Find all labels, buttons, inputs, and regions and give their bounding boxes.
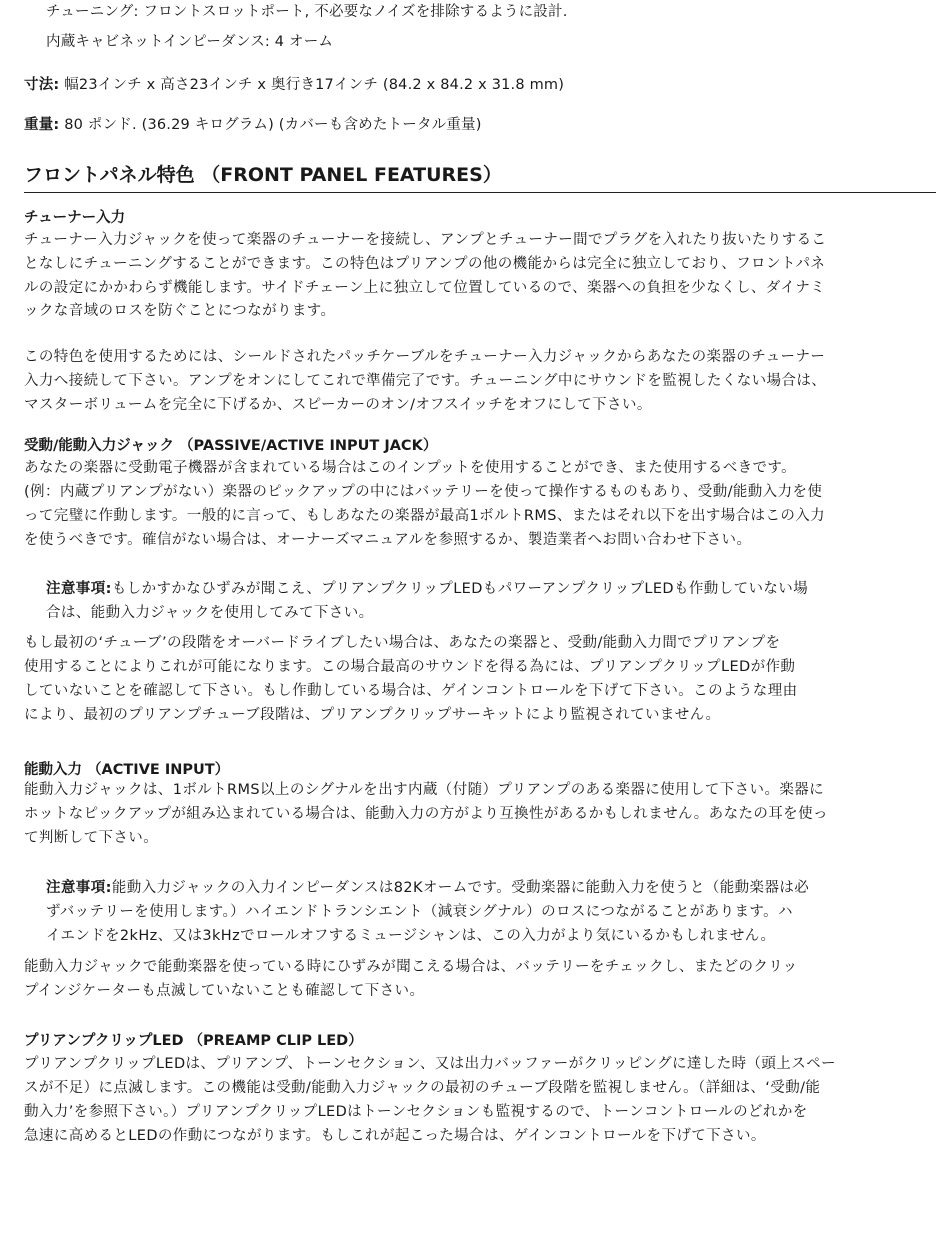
passive-note <box>46 580 916 598</box>
weight-value: 80 ポンド. (36.29 キログラム) (カバーも含めたトータル重量) <box>59 117 482 133</box>
active-note-line: イエンドを2kHz、又は3kHzでロールオフするミュージシャンは、この入力がより気にいるかもしれません。 <box>46 928 776 944</box>
passive-para1-line: あなたの楽器に受動電子機器が含まれている場合はこのインプットを使用することができ、また使用するべきです。 <box>24 460 797 476</box>
note-label: 注意事項: <box>46 581 112 597</box>
passive-para2-line: もし最初の‘チューブ’の段階をオーバードライブしたい場合は、あなたの楽器と、受動/能動入力間でプリアンプを <box>24 635 781 651</box>
spec-impedance: 内蔵キャビネットインピーダンス: 4 オーム <box>46 34 334 50</box>
passive-para2-line: していないことを確認して下さい。もし作動している場合は、ゲインコントロールを下げて下さい。このような理由 <box>24 683 798 699</box>
section-title: フロントパネル特色 （FRONT PANEL FEATURES） <box>24 162 936 193</box>
tuner-para2-line: この特色を使用するためには、シールドされたパッチケーブルをチューナー入力ジャックからあなたの楽器のチューナー <box>24 349 826 365</box>
active-para1-line: ホットなピックアップが組み込まれている場合は、能動入力の方がより互換性があるかもしれません。あなたの耳を使っ <box>24 806 828 822</box>
passive-note-line: 合は、能動入力ジャックを使用してみて下さい。 <box>46 605 374 621</box>
active-para1-line: て判断して下さい。 <box>24 830 159 846</box>
tuner-para1-line: となしにチューニングすることができます。この特色はプリアンプの他の機能からは完全に独立しており、フロントパネ <box>24 256 826 272</box>
passive-para2-line: 使用することによりこれが可能になります。この場合最高のサウンドを得る為には、プリアンプクリップLEDが作動 <box>24 659 796 675</box>
passive-para1-line: を使うべきです。確信がない場合は、オーナーズマニュアルを参照するか、製造業者へお問い合わせ下さい。 <box>24 532 752 548</box>
tuner-para2-line: マスターボリュームを完全に下げるか、スピーカーのオン/オフスイッチをオフにして下さい。 <box>24 397 652 413</box>
active-para2-line: プインジケーターも点滅していないことも確認して下さい。 <box>24 983 425 999</box>
tuner-para2-line: 入力へ接続して下さい。アンプをオンにしてこれで準備完了です。チューニング中にサウンドを監視したくない場合は、 <box>24 373 827 389</box>
spec-tuning: チューニング: フロントスロットポート, 不必要なノイズを排除するように設計. <box>46 4 568 20</box>
active-para2-line: 能動入力ジャックで能動楽器を使っている時にひずみが聞こえる場合は、バッテリーをチェックし、またどのクリッ <box>24 959 798 975</box>
passive-para1-line: って完璧に作動します。一般的に言って、もしあなたの楽器が最高1ボルトRMS、またはそれ以下を出す場合はこの入力 <box>24 508 826 524</box>
preamp-clip-heading: プリアンプクリップLED （PREAMP CLIP LED） <box>24 1033 363 1049</box>
weight-label: 重量: <box>24 117 60 133</box>
tuner-para1-line: ルの設定にかかわらず機能します。サイドチェーン上に独立して位置しているので、楽器への負担を少なくし、ダイナミ <box>24 280 826 296</box>
note-label: 注意事項: <box>46 880 112 896</box>
passive-para2-line: により、最初のプリアンプチューブ段階は、プリアンプクリップサーキットにより監視されていません。 <box>24 707 721 723</box>
tuner-para1-line: チューナー入力ジャックを使って楽器のチューナーを接続し、アンプとチューナー間でプラグを入れたり抜いたりするこ <box>24 232 827 248</box>
passive-active-heading: 受動/能動入力ジャック （PASSIVE/ACTIVE INPUT JACK） <box>24 438 438 454</box>
active-note-line: ずバッテリーを使用します。）ハイエンドトランシエント（減衰シグナル）のロスにつながることがあります。ハ <box>46 904 793 920</box>
preamp-para1-line: スが不足）に点滅します。この機能は受動/能動入力ジャックの最初のチューブ段階を監視しません。（詳細は、‘受動/能 <box>24 1080 821 1096</box>
passive-para1-line: (例：内蔵プリアンプがない）楽器のピックアップの中にはバッテリーを使って操作するものもあり、受動/能動入力を使 <box>24 484 823 500</box>
preamp-para1-line: 動入力’を参照下さい。）プリアンプクリップLEDはトーンセクションも監視するので、トーンコントロールのどれかを <box>24 1104 808 1120</box>
note-text: 能動入力ジャックの入力インピーダンスは82Kオームです。受動楽器に能動入力を使うと（能動楽器は必 <box>111 880 810 896</box>
note-text: もしかすかなひずみが聞こえ、プリアンプクリップLEDもパワーアンプクリップLEDも作動していない場 <box>111 581 809 597</box>
active-note <box>46 879 916 897</box>
active-input-heading: 能動入力 （ACTIVE INPUT） <box>24 762 230 778</box>
preamp-para1-line: 急速に高めるとLEDの作動につながります。もしこれが起こった場合は、ゲインコントロールを下げて下さい。 <box>24 1128 766 1144</box>
tuner-para1-line: ックな音域のロスを防ぐことにつながります。 <box>24 303 336 319</box>
spec-weight <box>24 116 482 134</box>
tuner-input-heading: チューナー入力 <box>24 210 126 226</box>
dimensions-value: 幅23インチ x 高さ23インチ x 奥行き17インチ (84.2 x 84.2 x 31.8 mm) <box>59 77 565 93</box>
active-para1-line: 能動入力ジャックは、1ボルトRMS以上のシグナルを出す内蔵（付随）プリアンプのある楽器に使用して下さい。楽器に <box>24 782 825 798</box>
dimensions-label: 寸法: <box>24 77 60 93</box>
preamp-para1-line: プリアンプクリップLEDは、プリアンプ、トーンセクション、又は出力バッファーがクリッピングに達した時（頭上スペー <box>24 1056 836 1072</box>
spec-dimensions <box>24 76 564 94</box>
